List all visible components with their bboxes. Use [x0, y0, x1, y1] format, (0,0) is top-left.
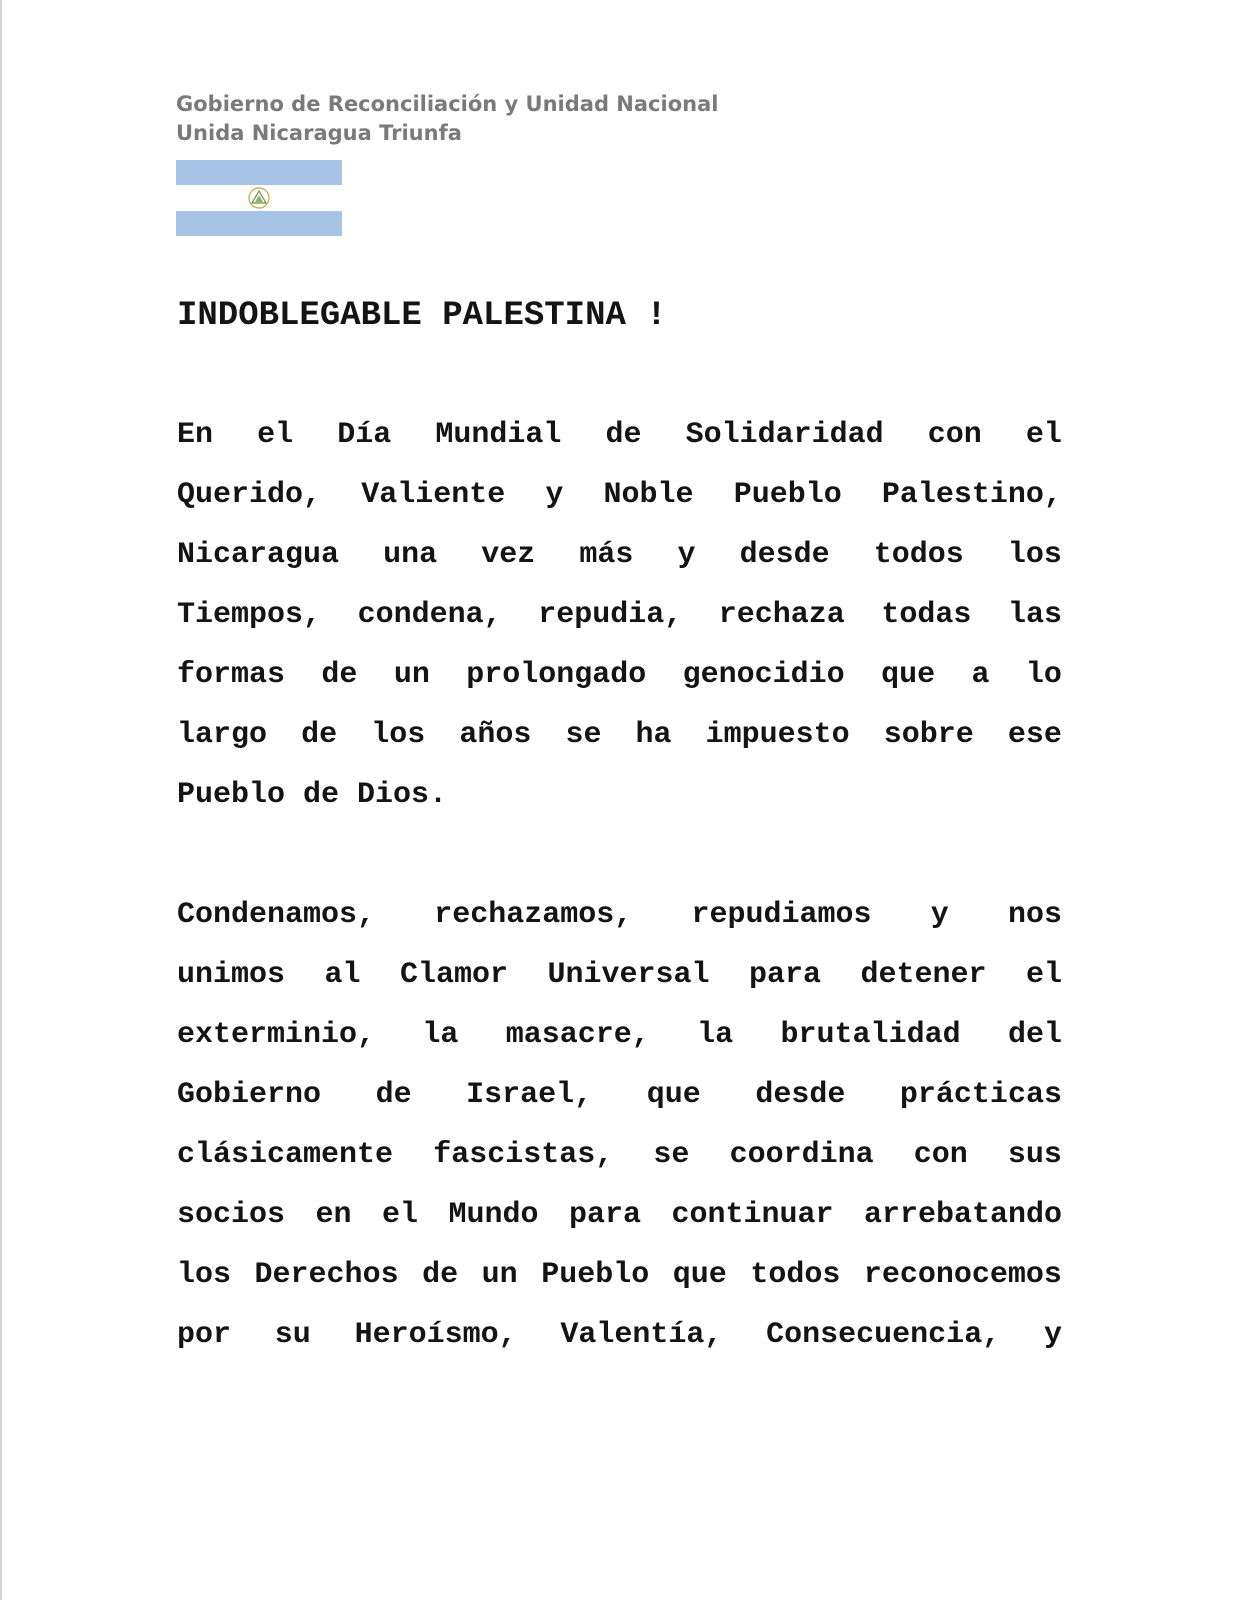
word: masacre, [505, 1018, 650, 1052]
paragraph-line [177, 1245, 1062, 1305]
word: fascistas, [433, 1138, 614, 1172]
document-title: INDOBLEGABLE PALESTINA ! [177, 297, 667, 335]
flag-band-bottom [176, 211, 342, 236]
word: de [375, 1078, 412, 1112]
word: de [321, 658, 358, 692]
word: coordina [729, 1138, 874, 1172]
word: por [177, 1318, 232, 1352]
word: se [565, 718, 602, 752]
word: largo [177, 718, 268, 752]
paragraph-line [177, 1005, 1062, 1065]
word: Consecuencia, [766, 1318, 1001, 1352]
word: En [177, 418, 214, 452]
word: nos [1007, 898, 1062, 932]
word: Querido, [177, 478, 322, 512]
word: genocidio [682, 658, 845, 692]
word: las [1007, 598, 1062, 632]
word: Mundo [448, 1198, 539, 1232]
word: al [324, 958, 361, 992]
word: detener [860, 958, 987, 992]
word: de [605, 418, 642, 452]
paragraph-line [177, 525, 1062, 585]
word: Día [337, 418, 392, 452]
nicaragua-coat-of-arms-icon [247, 187, 271, 209]
word: impuesto [705, 718, 850, 752]
paragraph-line [177, 405, 1062, 465]
flag-band-middle [176, 185, 342, 211]
word: repudia, [538, 598, 683, 632]
word: para [568, 1198, 641, 1232]
nicaragua-flag-icon [176, 160, 342, 236]
word: y [545, 478, 564, 512]
word: los [371, 718, 426, 752]
word: Universal [547, 958, 710, 992]
word: Palestino, [881, 478, 1062, 512]
letterhead [176, 90, 718, 148]
word: y [677, 538, 696, 572]
word: de [422, 1258, 459, 1292]
paragraph-line [177, 885, 1062, 945]
word: su [274, 1318, 311, 1352]
word: Valiente [361, 478, 506, 512]
flag-band-top [176, 160, 342, 185]
word: el [1025, 958, 1062, 992]
word: prolongado [466, 658, 647, 692]
word: el [1025, 418, 1062, 452]
paragraph-line [177, 705, 1062, 765]
paragraph-line [177, 765, 1062, 825]
paragraph-1 [177, 405, 1062, 825]
paragraph-line [177, 1305, 1062, 1365]
word: con [913, 1138, 968, 1172]
word: con [927, 418, 982, 452]
word: Nicaragua [177, 538, 340, 572]
word: a [971, 658, 990, 692]
word: una [383, 538, 438, 572]
word: Israel, [466, 1078, 593, 1112]
word: desde [755, 1078, 846, 1112]
paragraph-line [177, 1065, 1062, 1125]
word: el [257, 418, 294, 452]
word: y [930, 898, 949, 932]
word: un [393, 658, 430, 692]
word: prácticas [899, 1078, 1062, 1112]
word: unimos [177, 958, 286, 992]
word: Pueblo [177, 778, 286, 812]
word: ese [1007, 718, 1062, 752]
word: sobre [883, 718, 974, 752]
word: para [748, 958, 821, 992]
word: la [422, 1018, 459, 1052]
word: se [653, 1138, 690, 1172]
page-edge [0, 0, 2, 1600]
word: el [381, 1198, 418, 1232]
word: que [672, 1258, 727, 1292]
letterhead-line-1: Gobierno de Reconciliación y Unidad Nacional [176, 92, 719, 116]
paragraph-line [177, 645, 1062, 705]
word: todos [750, 1258, 841, 1292]
paragraph-line [177, 1185, 1062, 1245]
word: Pueblo [541, 1258, 650, 1292]
word: condena, [357, 598, 502, 632]
word: Pueblo [733, 478, 842, 512]
word: los [1007, 538, 1062, 572]
paragraph-line [177, 1125, 1062, 1185]
word: todas [881, 598, 972, 632]
word: Condenamos, [177, 898, 376, 932]
word: desde [739, 538, 830, 572]
word: un [481, 1258, 518, 1292]
word: lo [1025, 658, 1062, 692]
word: en [315, 1198, 352, 1232]
word: Noble [603, 478, 694, 512]
word: repudiamos [691, 898, 872, 932]
word: ha [635, 718, 672, 752]
word: vez [481, 538, 536, 572]
word: exterminio, [177, 1018, 376, 1052]
word: socios [177, 1198, 286, 1232]
word: Valentía, [560, 1318, 723, 1352]
word: que [646, 1078, 701, 1112]
paragraph-line [177, 465, 1062, 525]
word: todos [873, 538, 964, 572]
word: que [881, 658, 936, 692]
word: rechazamos, [434, 898, 633, 932]
word: Solidaridad [685, 418, 884, 452]
word: de [303, 778, 340, 812]
word: Tiempos, [177, 598, 322, 632]
word: arrebatando [863, 1198, 1062, 1232]
word: Clamor [399, 958, 509, 992]
word: Mundial [435, 418, 562, 452]
paragraph-line [177, 945, 1062, 1005]
word: los [177, 1258, 232, 1292]
word: clásicamente [177, 1138, 394, 1172]
word: Dios. [357, 778, 448, 812]
word: y [1043, 1318, 1062, 1352]
word: rechaza [718, 598, 845, 632]
letterhead-line-2: Unida Nicaragua Triunfa [176, 121, 462, 145]
word: la [697, 1018, 734, 1052]
word: sus [1007, 1138, 1062, 1172]
word: brutalidad [780, 1018, 961, 1052]
word: formas [177, 658, 286, 692]
word: Gobierno [177, 1078, 322, 1112]
paragraph-2 [177, 885, 1062, 1365]
word: Heroísmo, [354, 1318, 517, 1352]
word: del [1007, 1018, 1062, 1052]
word: más [579, 538, 634, 572]
word: Derechos [254, 1258, 399, 1292]
word: continuar [671, 1198, 834, 1232]
word: de [301, 718, 338, 752]
paragraph-line [177, 585, 1062, 645]
word: años [459, 718, 532, 752]
word: reconocemos [863, 1258, 1062, 1292]
